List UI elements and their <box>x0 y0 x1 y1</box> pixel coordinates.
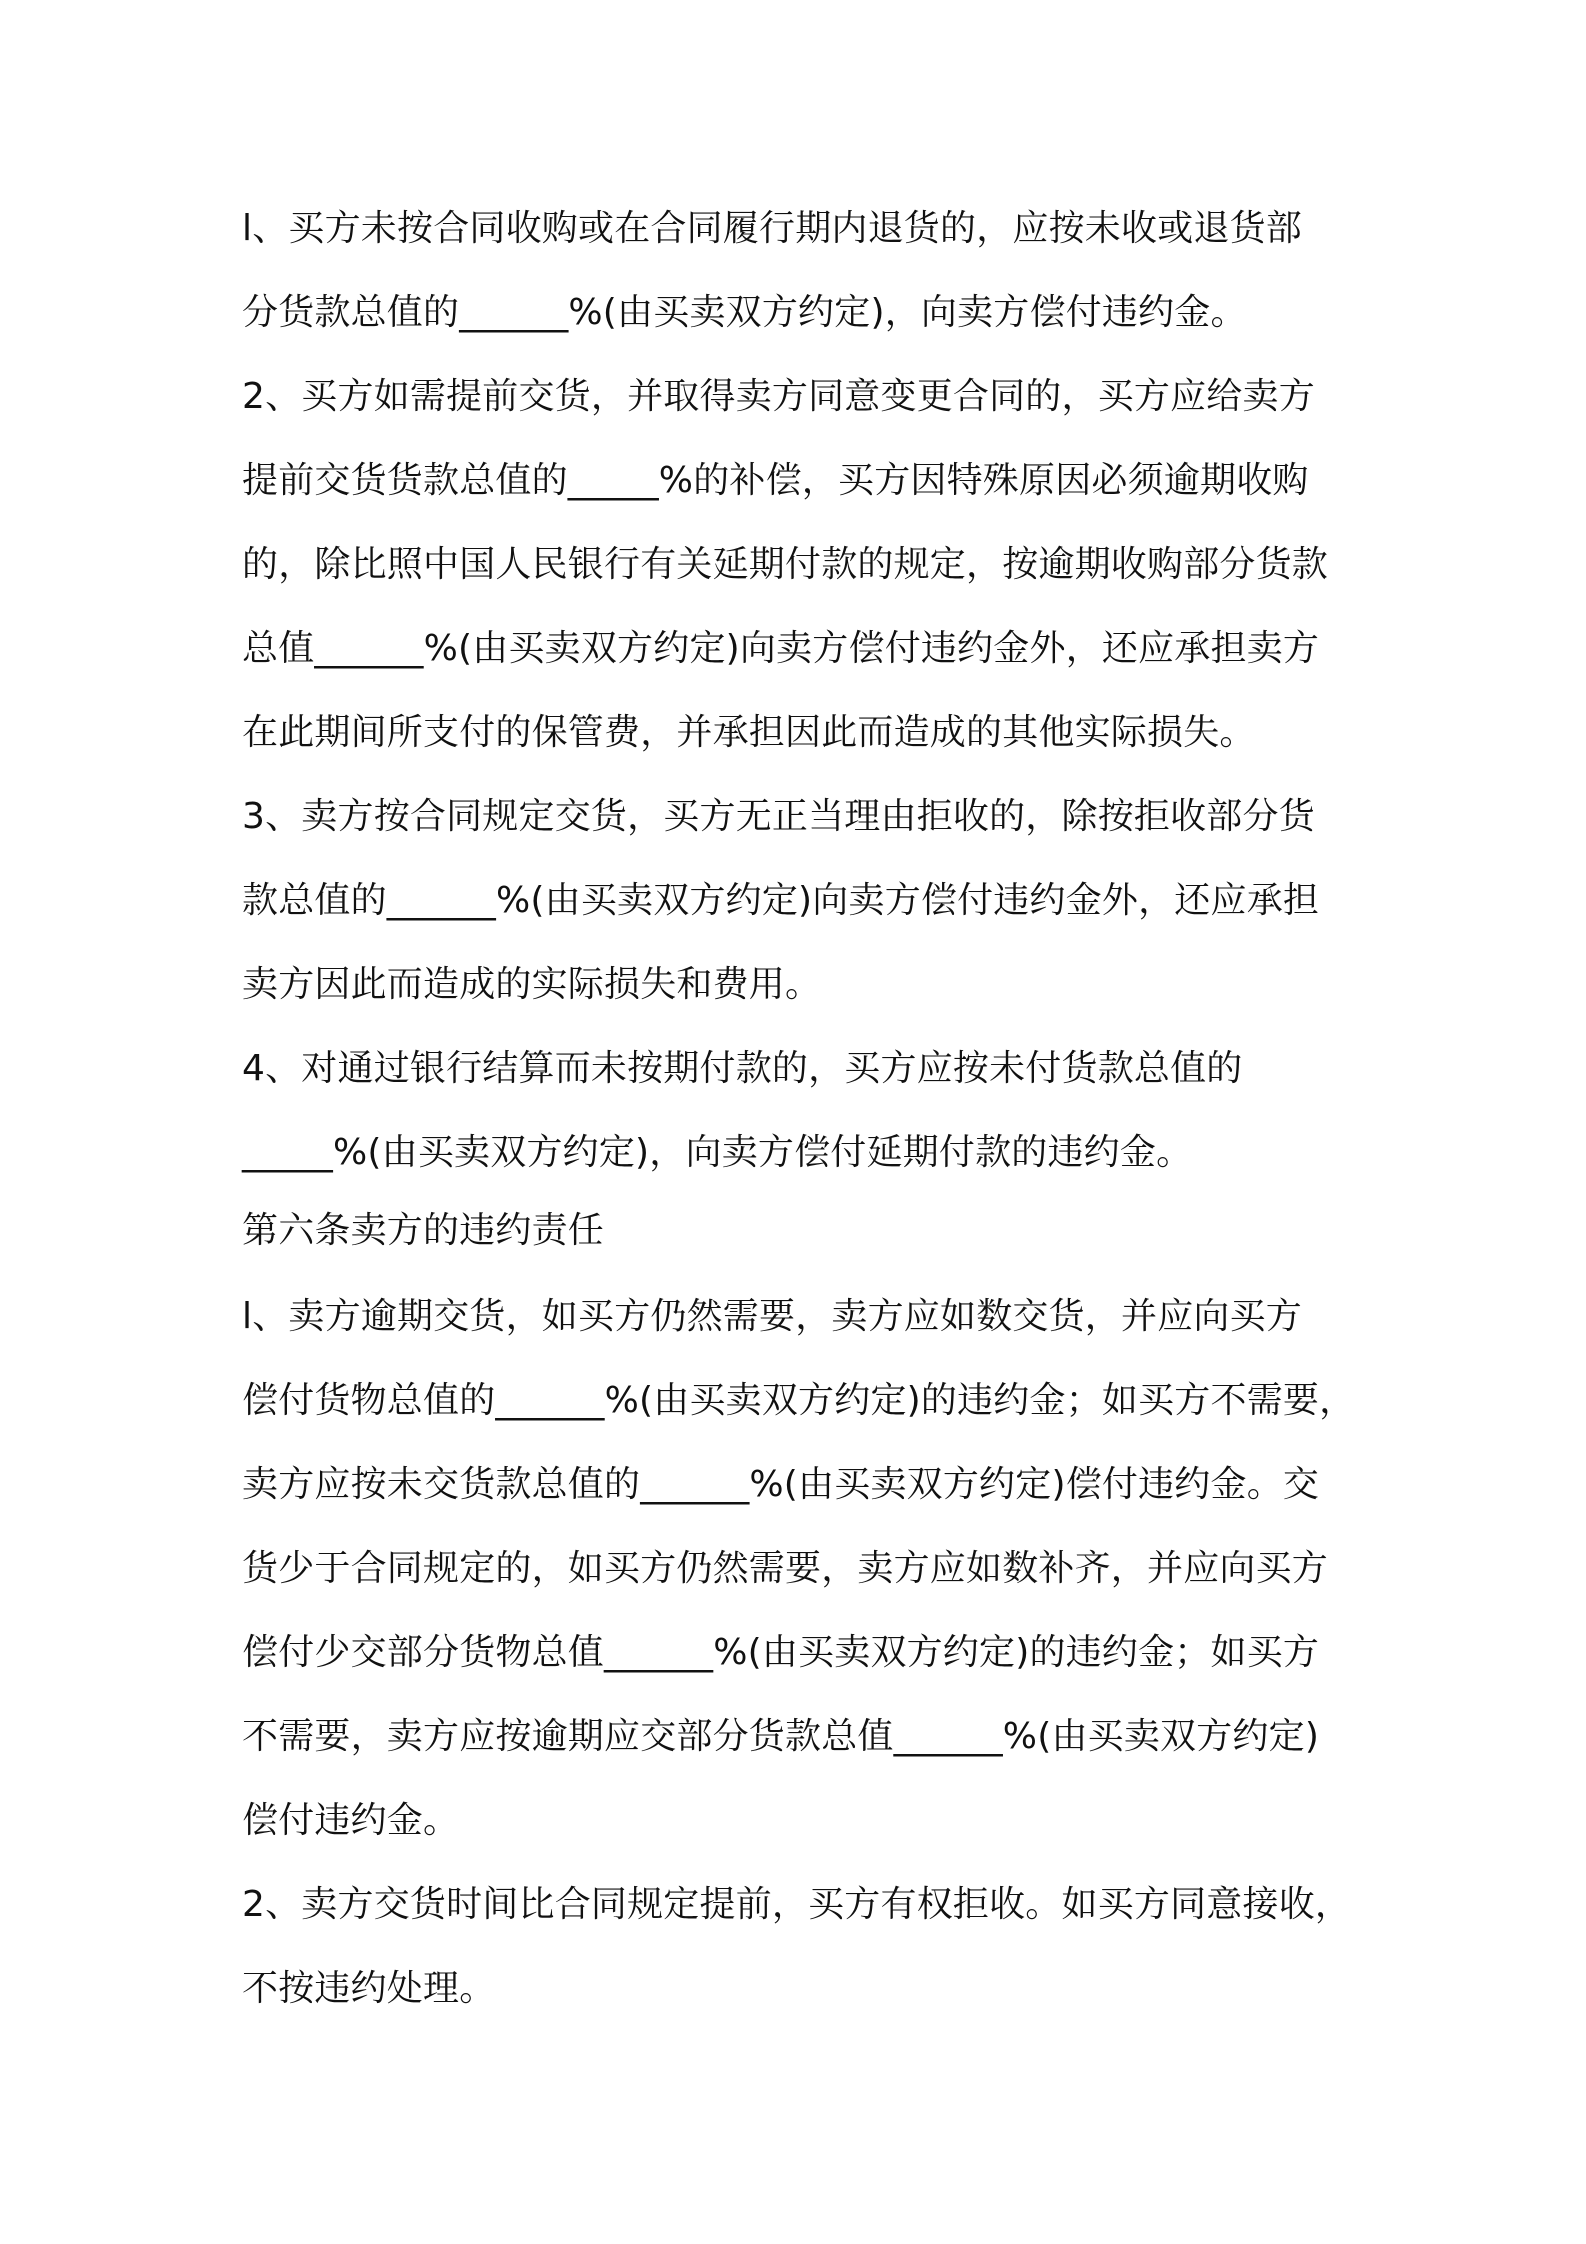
text-line: 不按违约处理。 <box>242 1968 496 2009</box>
text-line: 2、卖方交货时间比合同规定提前，买方有权拒收。如买方同意接收， <box>242 1884 1352 1925</box>
text-line: 不需要，卖方应按逾期应交部分货款总值______%(由买卖双方约定) <box>242 1716 1320 1757</box>
text-line: 偿付违约金。 <box>242 1800 460 1841</box>
text-line: _____%(由买卖双方约定)，向卖方偿付延期付款的违约金。 <box>242 1132 1193 1173</box>
text-line: l、卖方逾期交货，如买方仍然需要，卖方应如数交货，并应向买方 <box>242 1296 1303 1337</box>
text-line: 在此期间所支付的保管费，并承担因此而造成的其他实际损失。 <box>242 712 1256 753</box>
text-line: 偿付少交部分货物总值______%(由买卖双方约定)的违约金；如买方 <box>242 1632 1320 1673</box>
text-line: 4、对通过银行结算而未按期付款的，买方应按未付货款总值的 <box>242 1048 1243 1089</box>
text-line: 总值______%(由买卖双方约定)向卖方偿付违约金外，还应承担卖方 <box>242 628 1320 669</box>
text-line: 2、买方如需提前交货，并取得卖方同意变更合同的，买方应给卖方 <box>242 376 1315 417</box>
text-line: 分货款总值的______%(由买卖双方约定)，向卖方偿付违约金。 <box>242 292 1247 333</box>
text-line: 卖方应按未交货款总值的______%(由买卖双方约定)偿付违约金。交 <box>242 1464 1320 1505</box>
section-heading: 第六条卖方的违约责任 <box>242 1210 605 1251</box>
text-line: 款总值的______%(由买卖双方约定)向卖方偿付违约金外，还应承担 <box>242 880 1320 921</box>
text-line: 3、卖方按合同规定交货，买方无正当理由拒收的，除按拒收部分货 <box>242 796 1315 837</box>
text-line: 偿付货物总值的______%(由买卖双方约定)的违约金；如买方不需要， <box>242 1380 1356 1421</box>
text-line: 卖方因此而造成的实际损失和费用。 <box>242 964 822 1005</box>
text-line: l、买方未按合同收购或在合同履行期内退货的，应按未收或退货部 <box>242 208 1303 249</box>
text-line: 货少于合同规定的，如买方仍然需要，卖方应如数补齐，并应向买方 <box>242 1548 1329 1589</box>
text-line: 提前交货货款总值的_____%的补偿，买方因特殊原因必须逾期收购 <box>242 460 1309 501</box>
text-line: 的，除比照中国人民银行有关延期付款的规定，按逾期收购部分货款 <box>242 544 1329 585</box>
